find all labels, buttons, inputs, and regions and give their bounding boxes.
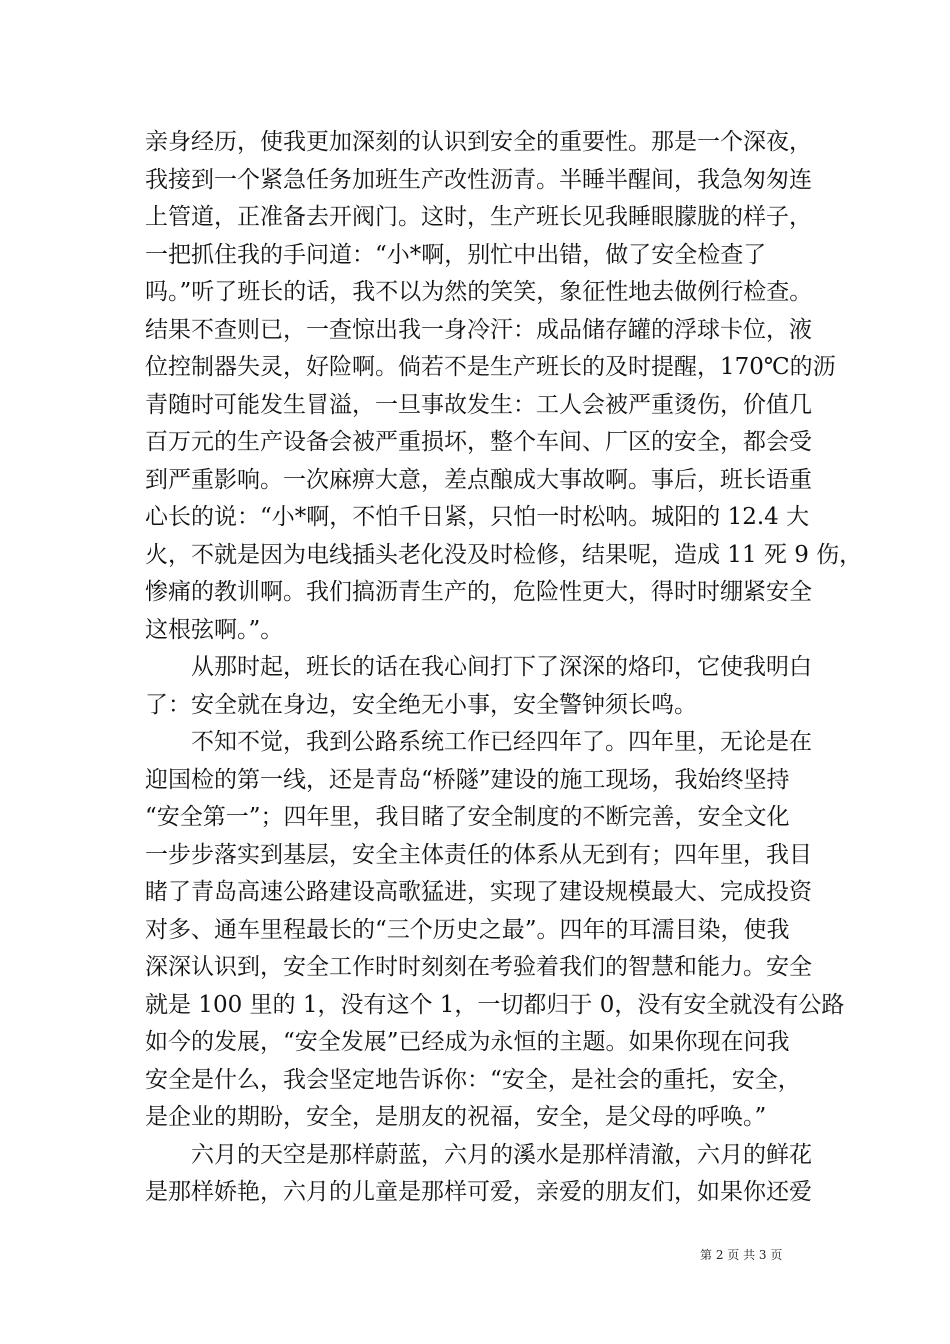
text-line: 百万元的生产设备会被严重损坏，整个车间、厂区的安全，都会受 (145, 429, 812, 455)
text-line: 惨痛的教训啊。我们搞沥青生产的，危险性更大，得时时绷紧安全 (145, 579, 812, 605)
text-line: 位控制器失灵，好险啊。倘若不是生产班长的及时提醒，170℃的沥 (145, 354, 836, 380)
text-line: 如今的发展，“安全发展”已经成为永恒的主题。如果你现在问我 (145, 1029, 790, 1055)
text-line: 是那样娇艳，六月的儿童是那样可爱，亲爱的朋友们，如果你还爱 (145, 1179, 812, 1205)
text-line: 深深认识到，安全工作时时刻刻在考验着我们的智慧和能力。安全 (145, 954, 812, 980)
text-line: 心长的说：“小*啊，不怕千日紧，只怕一时松呐。城阳的 12.4 大 (145, 504, 810, 530)
text-line: 上管道，正准备去开阀门。这时，生产班长见我睡眼朦胧的样子， (145, 204, 812, 230)
text-line: 是企业的期盼，安全，是朋友的祝福，安全，是父母的呼唤。” (145, 1104, 767, 1130)
text-line: “安全第一”；四年里，我目睹了安全制度的不断完善，安全文化 (145, 804, 790, 830)
text-line: 一把抓住我的手问道：“小*啊，别忙中出错，做了安全检查了 (145, 241, 767, 268)
text-line: 亲身经历，使我更加深刻的认识到安全的重要性。那是一个深夜， (145, 129, 812, 155)
text-line: 吗。”听了班长的话，我不以为然的笑笑，象征性地去做例行检查。 (145, 279, 813, 305)
text-line: 迎国检的第一线，还是青岛“桥隧”建设的施工现场，我始终坚持 (145, 766, 790, 793)
text-line: 睹了青岛高速公路建设高歌猛进，实现了建设规模最大、完成投资 (145, 879, 812, 905)
text-line: 不知不觉，我到公路系统工作已经四年了。四年里，无论是在 (145, 729, 812, 755)
text-line: 我接到一个紧急任务加班生产改性沥青。半睡半醒间，我急匆匆连 (145, 166, 812, 193)
body-text (145, 124, 863, 1212)
text-line: 对多、通车里程最长的“三个历史之最”。四年的耳濡目染，使我 (145, 916, 790, 943)
text-line: 六月的天空是那样蔚蓝，六月的溪水是那样清澈，六月的鲜花 (145, 1141, 812, 1168)
text-line: 就是 100 里的 1，没有这个 1，一切都归于 0，没有安全就没有公路 (145, 991, 845, 1018)
text-line: 到严重影响。一次麻痹大意，差点酿成大事故啊。事后，班长语重 (145, 466, 812, 493)
text-line: 结果不查则已，一查惊出我一身冷汗：成品储存罐的浮球卡位，液 (145, 316, 812, 343)
text-line: 从那时起，班长的话在我心间打下了深深的烙印，它使我明白 (145, 654, 812, 680)
text-line: 了：安全就在身边，安全绝无小事，安全警钟须长鸣。 (145, 691, 697, 718)
text-line: 火，不就是因为电线插头老化没及时检修，结果呢，造成 11 死 9 伤， (145, 541, 863, 568)
page-number: 第 2 页 共 3 页 (700, 1248, 783, 1262)
text-line: 安全是什么，我会坚定地告诉你：“安全，是社会的重托，安全， (145, 1066, 801, 1093)
text-line: 青随时可能发生冒溢，一旦事故发生：工人会被严重烫伤，价值几 (145, 391, 812, 418)
text-line: 一步步落实到基层，安全主体责任的体系从无到有；四年里，我目 (145, 841, 812, 868)
text-line: 这根弦啊。”。 (145, 616, 284, 643)
